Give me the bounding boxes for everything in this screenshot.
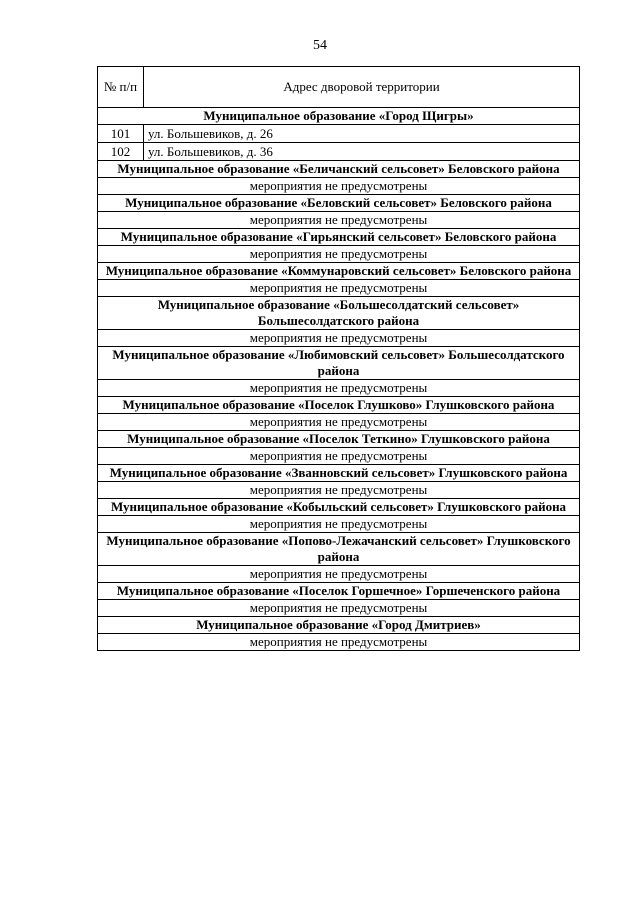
no-activities-note: мероприятия не предусмотрены <box>98 280 580 297</box>
page-number: 54 <box>313 38 327 53</box>
no-activities-note: мероприятия не предусмотрены <box>98 516 580 533</box>
municipality-name: Муниципальное образование «Званновский сельсовет» Глушковского района <box>98 465 580 482</box>
municipality-row <box>98 161 580 178</box>
column-header-address: Адрес дворовой территории <box>144 67 580 108</box>
note-row <box>98 330 580 347</box>
row-number: 102 <box>98 143 144 161</box>
no-activities-note: мероприятия не предусмотрены <box>98 414 580 431</box>
municipality-name: Муниципальное образование «Любимовский сельсовет» Большесолдатского района <box>98 347 580 380</box>
no-activities-note: мероприятия не предусмотрены <box>98 380 580 397</box>
note-row <box>98 178 580 195</box>
note-row <box>98 516 580 533</box>
municipality-name: Муниципальное образование «Большесолдатский сельсовет» Большесолдатского района <box>98 297 580 330</box>
municipality-name: Муниципальное образование «Кобыльский сельсовет» Глушковского района <box>98 499 580 516</box>
note-row <box>98 212 580 229</box>
municipality-name: Муниципальное образование «Город Дмитриев» <box>98 617 580 634</box>
note-row <box>98 414 580 431</box>
municipality-name: Муниципальное образование «Город Щигры» <box>98 108 580 125</box>
municipality-row <box>98 533 580 566</box>
municipality-row <box>98 431 580 448</box>
note-row <box>98 634 580 651</box>
municipality-row <box>98 499 580 516</box>
municipality-name: Муниципальное образование «Поселок Теткино» Глушковского района <box>98 431 580 448</box>
table-header-row <box>98 67 580 108</box>
municipality-row <box>98 347 580 380</box>
note-row <box>98 482 580 499</box>
table-body <box>98 108 580 651</box>
municipality-name: Муниципальное образование «Поселок Глушково» Глушковского района <box>98 397 580 414</box>
row-address: ул. Большевиков, д. 26 <box>144 125 580 143</box>
municipality-name: Муниципальное образование «Гирьянский сельсовет» Беловского района <box>98 229 580 246</box>
no-activities-note: мероприятия не предусмотрены <box>98 246 580 263</box>
note-row <box>98 246 580 263</box>
municipality-row <box>98 263 580 280</box>
note-row <box>98 566 580 583</box>
table-row <box>98 143 580 161</box>
municipality-name: Муниципальное образование «Поселок Горшечное» Горшеченского района <box>98 583 580 600</box>
municipality-row <box>98 397 580 414</box>
no-activities-note: мероприятия не предусмотрены <box>98 634 580 651</box>
note-row <box>98 448 580 465</box>
municipality-name: Муниципальное образование «Беловский сельсовет» Беловского района <box>98 195 580 212</box>
municipality-row <box>98 195 580 212</box>
municipality-name: Муниципальное образование «Коммунаровский сельсовет» Беловского района <box>98 263 580 280</box>
municipality-name: Муниципальное образование «Беличанский сельсовет» Беловского района <box>98 161 580 178</box>
municipality-row <box>98 108 580 125</box>
municipality-row <box>98 297 580 330</box>
no-activities-note: мероприятия не предусмотрены <box>98 178 580 195</box>
row-address: ул. Большевиков, д. 36 <box>144 143 580 161</box>
municipality-row <box>98 583 580 600</box>
row-number: 101 <box>98 125 144 143</box>
municipality-name: Муниципальное образование «Попово-Лежачанский сельсовет» Глушковского района <box>98 533 580 566</box>
no-activities-note: мероприятия не предусмотрены <box>98 330 580 347</box>
municipality-row <box>98 465 580 482</box>
column-header-number: № п/п <box>98 67 144 108</box>
no-activities-note: мероприятия не предусмотрены <box>98 600 580 617</box>
table-row <box>98 125 580 143</box>
note-row <box>98 280 580 297</box>
note-row <box>98 380 580 397</box>
no-activities-note: мероприятия не предусмотрены <box>98 482 580 499</box>
no-activities-note: мероприятия не предусмотрены <box>98 566 580 583</box>
no-activities-note: мероприятия не предусмотрены <box>98 212 580 229</box>
address-table <box>97 66 580 651</box>
municipality-row <box>98 617 580 634</box>
no-activities-note: мероприятия не предусмотрены <box>98 448 580 465</box>
municipality-row <box>98 229 580 246</box>
note-row <box>98 600 580 617</box>
